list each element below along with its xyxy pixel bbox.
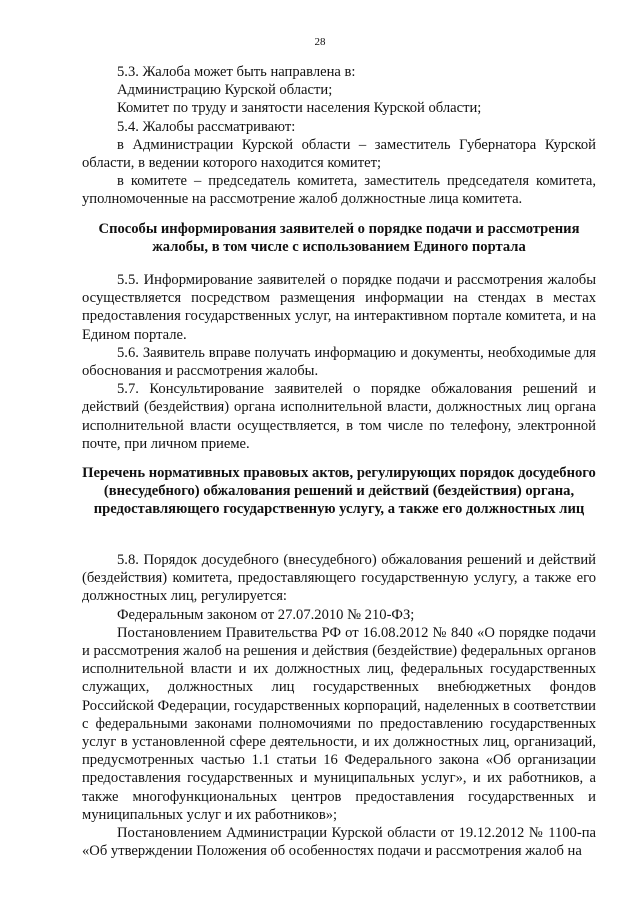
paragraph: 5.6. Заявитель вправе получать информацию и документы, необходимые для обоснования и рассмотрения жалобы.: [82, 344, 596, 380]
paragraph: 5.4. Жалобы рассматривают:: [117, 118, 296, 135]
paragraph: Федеральным законом от 27.07.2010 № 210-ФЗ;: [117, 606, 415, 623]
section-heading: [82, 220, 596, 256]
paragraph: 5.3. Жалоба может быть направлена в:: [117, 64, 356, 80]
regulatory-acts-section: [82, 551, 596, 860]
complaint-recipients-section: [82, 63, 596, 209]
informing-section: [82, 271, 596, 453]
section-heading: [82, 464, 596, 519]
paragraph: Постановлением Администрации Курской области от 19.12.2012 № 1100-па «Об утверждении Положения об особенностях подачи и рассмотрения жалоб на: [82, 825, 596, 860]
page-number: 28: [314, 36, 326, 48]
paragraph: в комитете – председатель комитета, заместитель председателя комитета, уполномоченные на рассмотрение жалоб должностные лица комитета.: [82, 173, 596, 208]
paragraph: Администрацию Курской области;: [117, 82, 333, 99]
paragraph: 5.8. Порядок досудебного (внесудебного) обжалования решений и действий (бездействия) комитета, предоставляющего государственную услугу, а также его должностных лиц, регулируется:: [82, 552, 596, 605]
paragraph: 5.7. Консультирование заявителей о порядке обжалования решений и действий (бездействия) органа исполнительной власти, должностных лиц органа исполнительной власти осуществляется, в том числе по телефону, электронной почте, при личном приеме.: [82, 381, 596, 452]
paragraph: в Администрации Курской области – заместитель Губернатора Курской области, в ведении которого находится комитет;: [82, 136, 596, 172]
heading-text: Способы информирования заявителей о порядке подачи и рассмотрения жалобы, в том числе с использованием Единого портала: [98, 221, 580, 256]
paragraph: Постановлением Правительства РФ от 16.08.2012 № 840 «О порядке подачи и рассмотрения жалоб на решения и действия (бездействие) федеральных органов исполнительной власти и их должностных лиц, федеральных государственных служащих, должностных лиц государственных внебюджетных фондов Российской Федерации, государственных корпораций, наделенных в соответствии с федеральными законами полномочиями по предоставлению государственных услуг в установленной сфере деятельности, и их должностных лиц, организаций, предусмотренных частью 1.1 статьи 16 Федерального закона «Об организации предоставления государственных и муниципальных услуг», и их работников, а также многофункциональных центров предоставления государственных и муниципальных услуг и их работников»;: [82, 624, 596, 823]
paragraph: Комитет по труду и занятости населения Курской области;: [117, 100, 482, 117]
heading-text: Перечень нормативных правовых актов, регулирующих порядок досудебного (внесудебного) обжалования решений и действий (бездействия) органа, предоставляющего государственную услугу, а также его должностных лиц: [82, 465, 596, 518]
paragraph: 5.5. Информирование заявителей о порядке подачи и рассмотрения жалобы осуществляется посредством размещения информации на стендах в местах предоставления государственных услуг, на интерактивном портале комитета, и на Едином портале.: [82, 272, 596, 343]
